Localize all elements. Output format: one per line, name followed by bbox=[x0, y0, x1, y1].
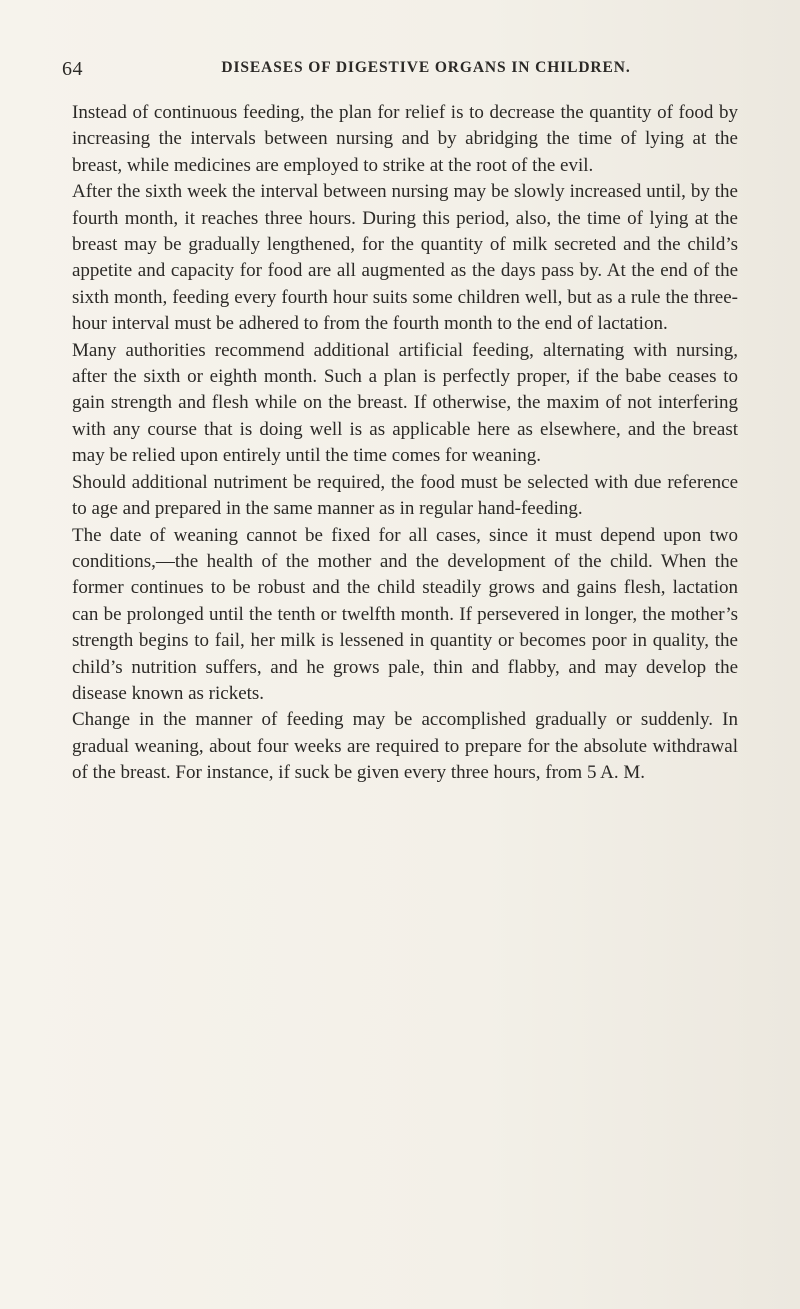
paragraph: Should additional nutriment be required, the food must be selected with due reference to age and prepared in the same manner as in regular hand-feeding. bbox=[72, 471, 738, 520]
paragraph: After the sixth week the interval between nursing may be slowly increased until, by the fourth month, it reaches three hours. During this period, also, the time of lying at the breast may be gradually lengthened, for the quantity of milk secreted and the child’s appetite and capacity for food are all augmented as the days pass by. At the end of the sixth month, feeding every fourth hour suits some children well, but as a rule the three-hour interval must be adhered to from the fourth month to the end of lactation. bbox=[72, 181, 738, 335]
paragraph: The date of weaning cannot be fixed for all cases, since it must depend upon two conditions,—the health of the mother and the development of the child. When the former continues to be robust and the child steadily grows and gains flesh, lactation can be prolonged until the tenth or twelfth month. If persevered in longer, the mother’s strength begins to fail, her milk is lessened in quantity or becomes poor in quality, the child’s nutrition suffers, and he grows pale, thin and flabby, and may develop the disease known as rickets. bbox=[72, 524, 738, 704]
chapter-title: DISEASES OF DIGESTIVE ORGANS IN CHILDREN. bbox=[221, 59, 631, 76]
paragraph: Change in the manner of feeding may be accomplished gradually or suddenly. In gradual weaning, about four weeks are required to prepare for the absolute withdrawal of the breast. For instance, if suck be given every three hours, from 5 A. M. bbox=[72, 709, 738, 784]
page-number: 64 bbox=[62, 58, 83, 80]
paragraph: Many authorities recommend additional artificial feeding, alternating with nursing, after the sixth or eighth month. Such a plan is perfectly proper, if the babe ceases to gain strength and flesh while on the breast. If otherwise, the maxim of not interfering with any course that is doing well is as applicable here as elsewhere, and the breast may be relied upon entirely until the time comes for weaning. bbox=[72, 339, 738, 467]
paragraph: Instead of continuous feeding, the plan for relief is to decrease the quantity of food by increasing the intervals between nursing and by abridging the time of lying at the breast, while medicines are employed to strike at the root of the evil. bbox=[72, 102, 738, 176]
running-head bbox=[62, 58, 752, 84]
body-text bbox=[72, 100, 738, 787]
